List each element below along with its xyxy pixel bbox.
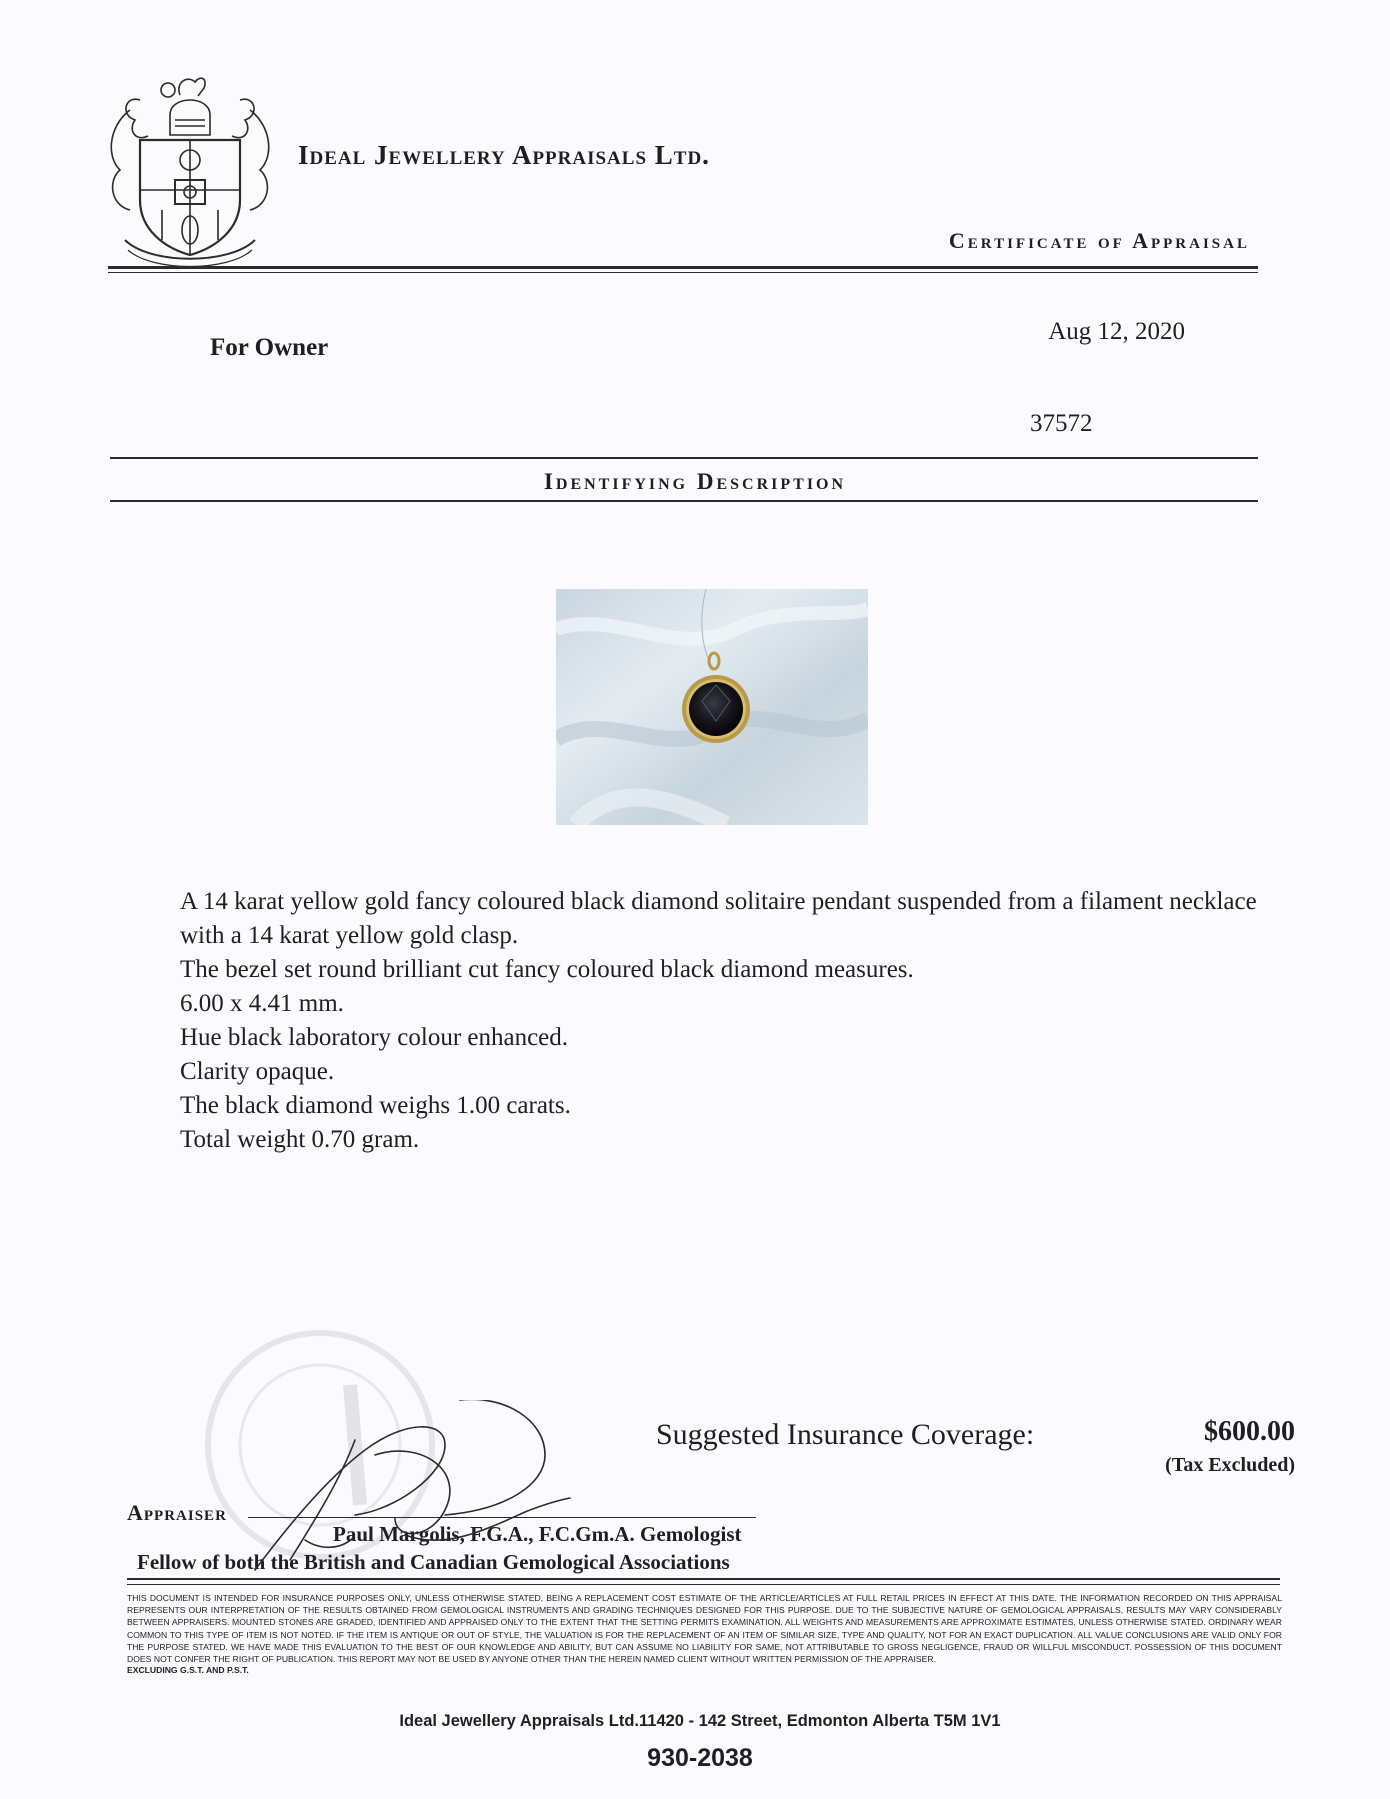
description-line: A 14 karat yellow gold fancy coloured black diamond solitaire pendant suspended from a filament necklace with a 14 karat yellow gold clasp. [180, 888, 1257, 949]
coat-of-arms-logo [100, 70, 280, 270]
footer-rule-thick [127, 1578, 1280, 1580]
company-phone: 930-2038 [647, 1744, 753, 1772]
recipient-label: For Owner [210, 334, 329, 361]
tax-exclusion-note: EXCLUDING G.S.T. AND P.S.T. [127, 1665, 249, 1675]
section-title: Identifying Description [543, 469, 847, 494]
item-description [180, 885, 1290, 1157]
description-line: 6.00 x 4.41 mm. [180, 990, 344, 1017]
tax-excluded-note: (Tax Excluded) [1165, 1454, 1295, 1476]
description-line: Total weight 0.70 gram. [180, 1126, 420, 1153]
company-name: Ideal Jewellery Appraisals Ltd. [298, 140, 710, 170]
header-rule-thick [108, 266, 1258, 269]
appraisal-date: Aug 12, 2020 [1048, 318, 1185, 345]
legal-disclaimer: THIS DOCUMENT IS INTENDED FOR INSURANCE PURPOSES ONLY, UNLESS OTHERWISE STATED, BEING A REPLACEMENT COST ESTIMATE OF THE ARTICLE/ARTICLES AT FULL RETAIL PRICES IN EFFECT AT THIS DATE. THE INFORMATION RECORDED ON THIS APPRAISAL REPRESENTS OUR INTERPRETATION OF THE RESULTS OBTAINED FROM GEMOLOGICAL INSTRUMENTS AND GRADING TECHNIQUES DESIGNED FOR THIS PURPOSE. DUE TO THE SUBJECTIVE NATURE OF GEMOLOGICAL APPRAISALS, RESULTS MAY VARY CONSIDERABLY BETWEEN APPRAISERS. MOUNTED STONES ARE GRADED, IDENTIFIED AND APPRAISED ONLY TO THE EXTENT THAT THE SETTING PERMITS EXAMINATION. ALL WEIGHTS AND MEASUREMENTS ARE APPROXIMATE ESTIMATES, UNLESS OTHERWISE STATED. ORDINARY WEAR COMMON TO THIS TYPE OF ITEM IS NOT NOTED. IF THE ITEM IS ANTIQUE OR OUT OF STYLE, THE VALUATION IS FOR THE REPLACEMENT OF AN ITEM OF SIMILAR SIZE, TYPE AND QUALITY, NOT FOR AN EXACT DUPLICATION. ALL VALUE CONCLUSIONS ARE VALID ONLY FOR THE PURPOSE STATED. WE HAVE MADE THIS EVALUATION TO THE BEST OF OUR KNOWLEDGE AND ABILITY, BUT CAN ASSUME NO LIABILITY FOR SAME, NOT ATTRIBUTABLE TO GROSS NEGLIGENCE, FRAUD OR WILLFUL MISCONDUCT. POSSESSION OF THIS DOCUMENT DOES NOT CONFER THE RIGHT OF PUBLICATION. THIS REPORT MAY NOT BE USED BY ANYONE OTHER THAN THE HEREIN NAMED CLIENT WITHOUT WRITTEN PERMISSION OF THE APPRAISER. [127, 1593, 1282, 1665]
description-line: The bezel set round brilliant cut fancy coloured black diamond measures. [180, 956, 914, 983]
pendant-photo [556, 589, 868, 825]
certificate-number: 37572 [1030, 410, 1093, 437]
appraiser-signature [245, 1400, 575, 1580]
section-rule-top [110, 457, 1258, 459]
appraiser-credentials: Fellow of both the British and Canadian Gemological Associations [137, 1550, 730, 1574]
document-title: Certificate of Appraisal [948, 228, 1250, 253]
description-line: Hue black laboratory colour enhanced. [180, 1024, 569, 1051]
appraiser-label: Appraiser [127, 1500, 227, 1525]
description-line: The black diamond weighs 1.00 carats. [180, 1092, 571, 1119]
section-rule-bottom [110, 500, 1258, 502]
header-rule-thin [108, 272, 1258, 273]
description-line: Clarity opaque. [180, 1058, 335, 1085]
insurance-coverage-label: Suggested Insurance Coverage: [656, 1418, 1035, 1451]
insurance-coverage-amount: $600.00 [1204, 1416, 1295, 1447]
footer-rule-thin [127, 1584, 1280, 1585]
company-address: Ideal Jewellery Appraisals Ltd.11420 - 142 Street, Edmonton Alberta T5M 1V1 [399, 1712, 1001, 1730]
appraiser-name: Paul Margolis, F.G.A., F.C.Gm.A. Gemologist [333, 1522, 742, 1546]
